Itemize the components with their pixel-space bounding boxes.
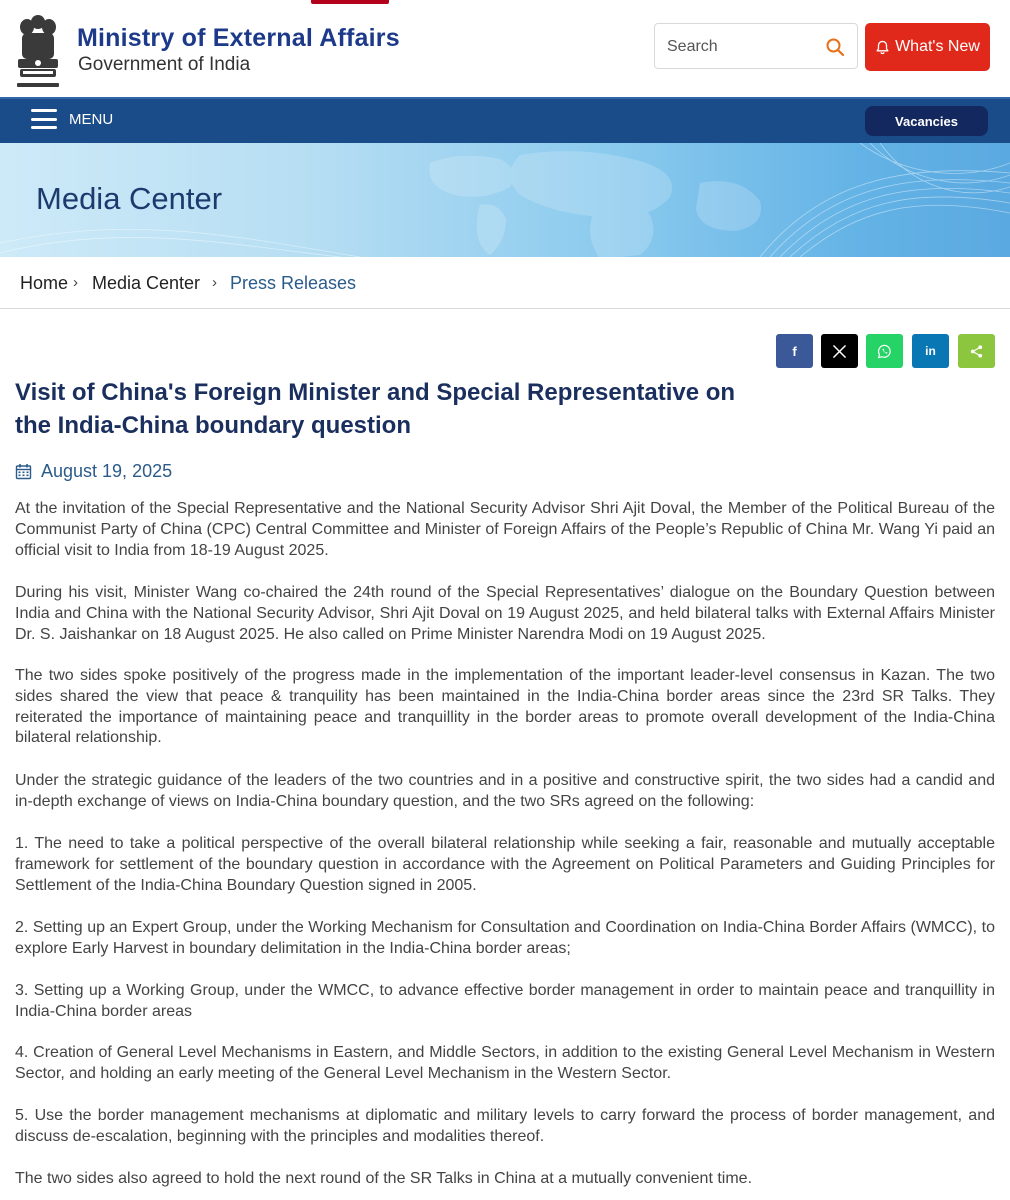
article-list-item: 4. Creation of General Level Mechanisms in Eastern, and Middle Sectors, in addition to the existing General Level Mechanism in Western Sector, and holding an early meeting of the General Level Mechanism in the Western Sector. [15, 1044, 995, 1082]
article-list-item: 1. The need to take a political perspective of the overall bilateral relationship while seeking a fair, reasonable and mutually acceptable framework for settlement of the boundary question in accordance with the Agreement on Political Parameters and Guiding Principles for Settlement of the India-China Boundary Question signed in 2005. [15, 835, 995, 894]
article-list-item: 3. Setting up a Working Group, under the WMCC, to advance effective border management in order to maintain peace and tranquillity in India-China border areas [15, 982, 995, 1020]
main-nav [0, 97, 1010, 143]
article-date: August 19, 2025 [41, 461, 173, 481]
breadcrumb-separator: › [212, 274, 217, 291]
share-icon [969, 344, 984, 359]
article-paragraph: At the invitation of the Special Representative and the National Security Advisor Shri Ajit Doval, the Member of the Political Bureau of the Communist Party of China (CPC) Central Committee and Minister of Foreign Affairs of the People’s Republic of China Mr. Wang Yi paid an official visit to India from 18-19 August 2025. [15, 500, 995, 559]
national-emblem-icon[interactable] [14, 13, 62, 93]
breadcrumb-home-link[interactable]: Home [20, 273, 69, 293]
breadcrumb-separator: › [73, 274, 78, 291]
search-input[interactable] [665, 35, 819, 59]
banner-title: Media Center [36, 181, 223, 216]
page-banner [0, 143, 1010, 257]
breadcrumb [0, 257, 1010, 309]
article-title: Visit of China's Foreign Minister and Special Representative on the India-China boundary question [15, 379, 736, 439]
search-box[interactable] [654, 23, 858, 69]
x-icon [832, 344, 847, 359]
site-title[interactable]: Ministry of External Affairs [77, 24, 400, 52]
article-paragraph: During his visit, Minister Wang co-chaired the 24th round of the Special Representatives’ dialogue on the Boundary Question between India and China with the National Security Advisor, Shri Ajit Doval on 19 August 2025, and held bilateral talks with External Affairs Minister Dr. S. Jaishankar on 18 August 2025. He also called on Prime Minister Narendra Modi on 19 August 2025. [15, 584, 995, 643]
x-share-button[interactable] [821, 334, 858, 368]
hamburger-icon [31, 109, 57, 129]
facebook-icon: f [792, 343, 797, 359]
breadcrumb-media-center-link[interactable]: Media Center [92, 273, 201, 293]
search-icon[interactable] [825, 37, 845, 57]
whatsapp-share-button[interactable] [866, 334, 903, 368]
article-date-row [15, 461, 172, 482]
linkedin-share-button[interactable] [912, 334, 949, 368]
whats-new-label: What's New [895, 38, 980, 55]
article-list-item: 2. Setting up an Expert Group, under the Working Mechanism for Consultation and Coordination on India-China Border Affairs (WMCC), to explore Early Harvest in boundary delimitation in the India-China border areas; [15, 919, 995, 957]
site-subtitle: Government of India [78, 54, 251, 75]
bell-icon [875, 40, 890, 55]
menu-button[interactable] [31, 109, 113, 129]
menu-label: MENU [69, 110, 114, 128]
breadcrumb-current-page: Press Releases [230, 273, 357, 293]
share-button[interactable] [958, 334, 995, 368]
article-paragraph: Under the strategic guidance of the leaders of the two countries and in a positive and constructive spirit, the two sides had a candid and in-depth exchange of views on India-China boundary question, and the two SRs agreed on the following: [15, 772, 995, 810]
top-accent-tab[interactable] [311, 0, 389, 4]
article-paragraph: The two sides spoke positively of the progress made in the implementation of the important leader-level consensus in Kazan. The two sides shared the view that peace & tranquility has been maintained in the India-China border areas since the 23rd SR Talks. They reiterated the importance of maintaining peace and tranquillity in the border areas to promote overall development of the India-China bilateral relationship. [15, 667, 995, 747]
site-header [0, 5, 1010, 97]
linkedin-icon: in [925, 344, 936, 358]
whats-new-button[interactable] [865, 23, 990, 71]
whatsapp-icon [877, 344, 892, 359]
facebook-share-button[interactable] [776, 334, 813, 368]
article-paragraph: The two sides also agreed to hold the next round of the SR Talks in China at a mutually convenient time. [15, 1170, 753, 1187]
calendar-icon [15, 463, 32, 480]
vacancies-button[interactable]: Vacancies [865, 106, 988, 136]
article-list-item: 5. Use the border management mechanisms at diplomatic and military levels to carry forward the process of border management, and discuss de-escalation, beginning with the principles and modalities thereof. [15, 1107, 995, 1145]
